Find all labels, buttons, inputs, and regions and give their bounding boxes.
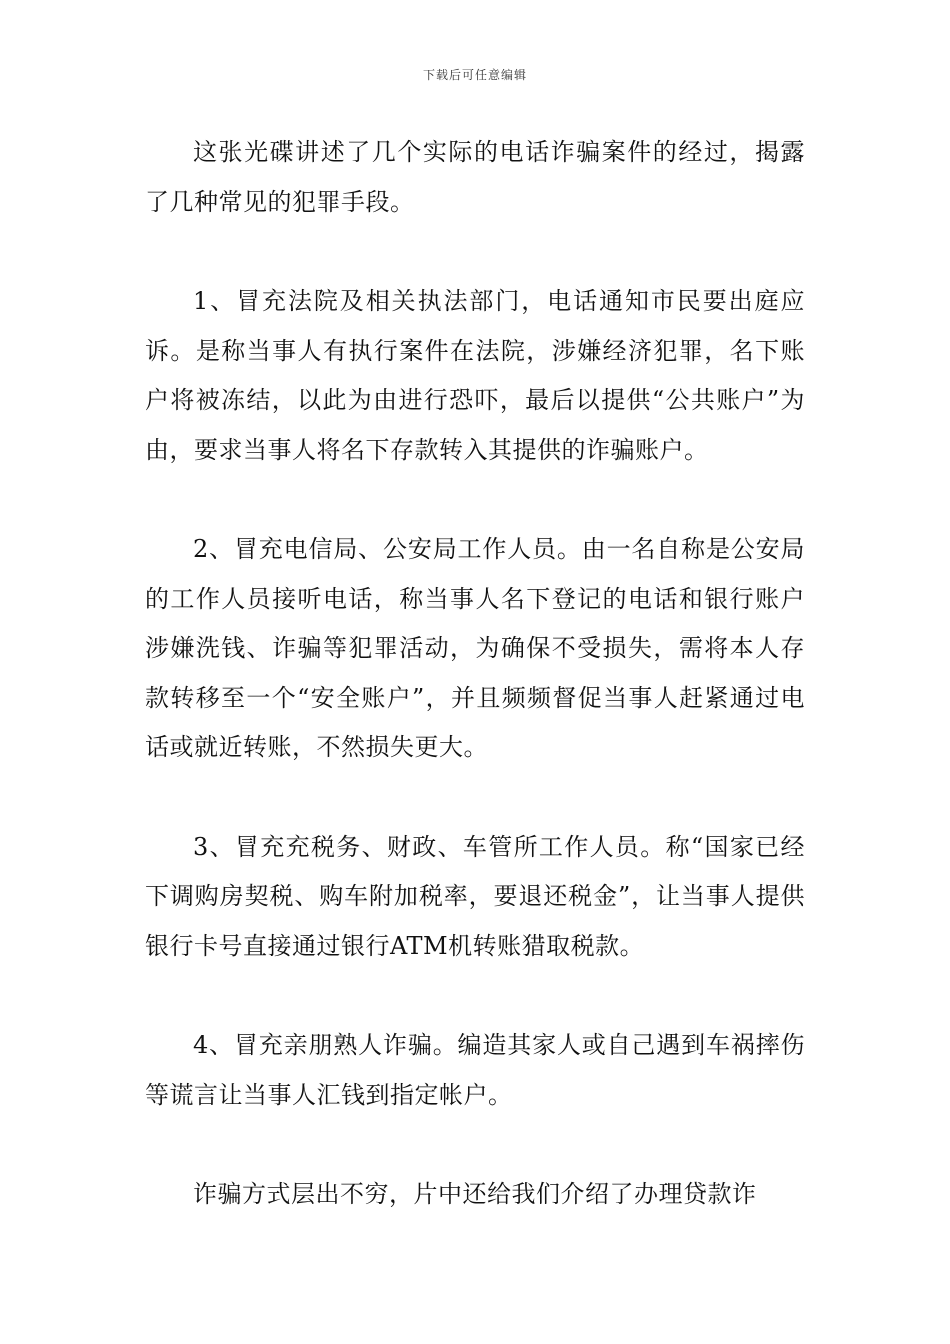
paragraph-item-2: 2、冒充电信局、公安局工作人员。由一名自称是公安局的工作人员接听电话，称当事人名下登记的电话和银行账户涉嫌洗钱、诈骗等犯罪活动，为确保不受损失，需将本人存款转移至一个“安全账户”，并且频频督促当事人赶紧通过电话或就近转账，不然损失更大。 <box>145 535 805 761</box>
document-body <box>145 128 805 1220</box>
page-header-note: 下载后可任意编辑 <box>422 68 527 82</box>
paragraph-item-4: 4、冒充亲朋熟人诈骗。编造其家人或自己遇到车祸摔伤等谎言让当事人汇钱到指定帐户。 <box>145 1031 805 1109</box>
paragraph-item-3: 3、冒充充税务、财政、车管所工作人员。称“国家已经下调购房契税、购车附加税率，要退还税金”，让当事人提供银行卡号直接通过银行ATM机转账猎取税款。 <box>145 832 805 960</box>
paragraph-item-1: 1、冒充法院及相关执法部门，电话通知市民要出庭应诉。是称当事人有执行案件在法院，涉嫌经济犯罪，名下账户将被冻结，以此为由进行恐吓，最后以提供“公共账户”为由，要求当事人将名下存款转入其提供的诈骗账户。 <box>145 287 805 464</box>
paragraph-intro: 这张光碟讲述了几个实际的电话诈骗案件的经过，揭露了几种常见的犯罪手段。 <box>145 138 805 216</box>
paragraph-conclusion: 诈骗方式层出不穷，片中还给我们介绍了办理贷款诈 <box>193 1180 757 1208</box>
